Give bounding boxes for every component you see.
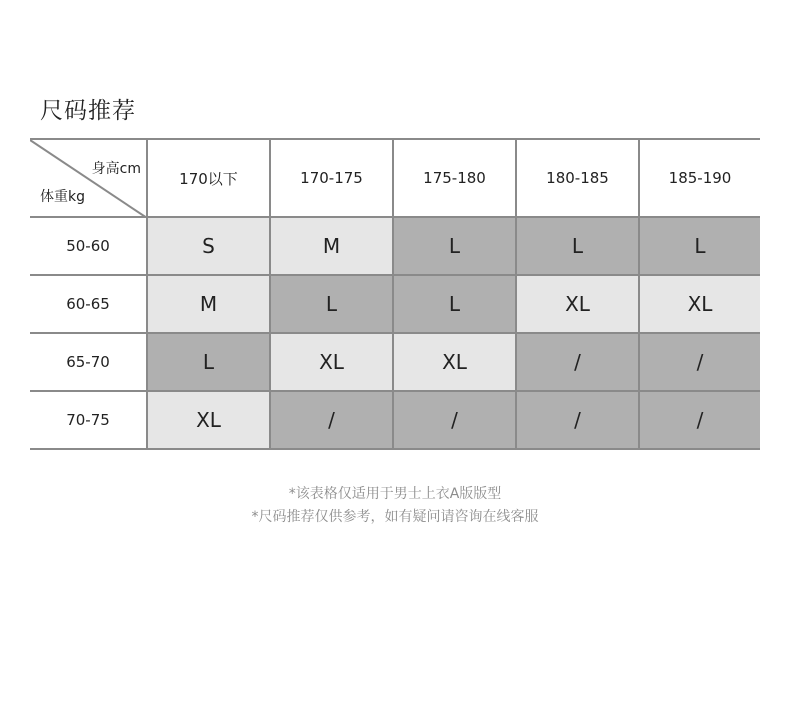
size-cell: L <box>516 217 639 275</box>
size-cell: / <box>639 391 760 449</box>
table-row <box>30 333 760 391</box>
size-cell: L <box>393 275 516 333</box>
size-cell: XL <box>270 333 393 391</box>
weight-row-header: 50-60 <box>30 217 147 275</box>
size-cell: XL <box>639 275 760 333</box>
diagonal-divider <box>30 140 147 218</box>
weight-row-header: 70-75 <box>30 391 147 449</box>
height-column-header: 180-185 <box>516 139 639 217</box>
size-cell: / <box>639 333 760 391</box>
weight-row-header: 60-65 <box>30 275 147 333</box>
weight-row-header: 65-70 <box>30 333 147 391</box>
size-cell: XL <box>516 275 639 333</box>
size-cell: M <box>270 217 393 275</box>
size-cell: / <box>393 391 516 449</box>
height-column-header: 170-175 <box>270 139 393 217</box>
footnotes <box>0 483 790 529</box>
size-cell: / <box>516 333 639 391</box>
size-cell: XL <box>393 333 516 391</box>
footnote-applicability: *该表格仅适用于男士上衣A版版型 <box>288 486 502 502</box>
page-title: 尺码推荐 <box>40 98 136 124</box>
size-cell: L <box>270 275 393 333</box>
size-cell: L <box>393 217 516 275</box>
size-cell: / <box>516 391 639 449</box>
size-cell: XL <box>147 391 270 449</box>
size-recommendation-table <box>30 138 760 450</box>
size-cell: M <box>147 275 270 333</box>
corner-header-cell <box>30 139 147 217</box>
height-column-header: 175-180 <box>393 139 516 217</box>
size-cell: L <box>639 217 760 275</box>
weight-axis-label: 体重kg <box>40 189 85 205</box>
size-cell: / <box>270 391 393 449</box>
table-header-row <box>30 139 760 217</box>
size-cell: S <box>147 217 270 275</box>
table-row <box>30 217 760 275</box>
height-axis-label: 身高cm <box>91 161 141 177</box>
footnote-disclaimer: *尺码推荐仅供参考，如有疑问请咨询在线客服 <box>251 509 539 525</box>
size-cell: L <box>147 333 270 391</box>
table-row <box>30 275 760 333</box>
height-column-header: 185-190 <box>639 139 760 217</box>
height-column-header: 170以下 <box>147 139 270 217</box>
table-row <box>30 391 760 449</box>
